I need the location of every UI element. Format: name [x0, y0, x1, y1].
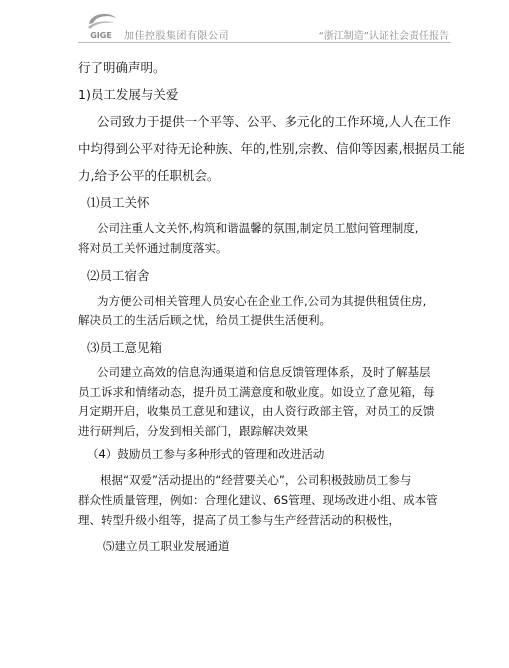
report-title: “浙江制造”认证社会责任报告 — [318, 31, 449, 42]
page-header — [0, 0, 509, 46]
paragraph-line: 群众性质量管理，例如：合理化建议、6S管理、现场改进小组、成本管 — [78, 493, 438, 507]
paragraph-line: 进行研判后，分发到相关部门，跟踪解决效果 — [78, 424, 308, 438]
paragraph-line: 公司建立高效的信息沟通渠道和信息反馈管理体系，及时了解基层 — [97, 365, 431, 379]
paragraph-line: 为方便公司相关管理人员安心在企业工作,公司为其提供租赁住房, — [97, 294, 427, 308]
subsection-heading: ⑴员工关怀 — [87, 195, 150, 210]
subsection-heading: ⑶员工意见箱 — [87, 340, 163, 355]
company-name: 加佳控股集团有限公司 — [124, 31, 229, 42]
paragraph-line: 行了明确声明。 — [78, 60, 166, 75]
paragraph-line: 根据“双爱”活动提出的“经营要关心”，公司积极鼓励员工参与 — [100, 473, 412, 487]
subsection-heading: ⑵员工宿舍 — [87, 268, 150, 283]
subsection-heading: ⑸建立员工职业发展通道 — [103, 539, 230, 553]
paragraph-line: 公司注重人文关怀,构筑和谐温馨的氛围,制定员工慰问管理制度, — [97, 221, 419, 235]
paragraph-line: 月定期开启，收集员工意见和建议，由人资行政部主管，对员工的反馈 — [78, 404, 435, 418]
paragraph-line: 公司致力于提供一个平等、公平、多元化的工作环境,人人在工作 — [97, 114, 451, 129]
company-logo — [83, 10, 119, 40]
paragraph-line: 理、转型升级小组等，提高了员工参与生产经营活动的积极性， — [78, 513, 400, 527]
section-heading: 1)员工发展与关爱 — [78, 87, 179, 102]
paragraph-line: 员工诉求和情绪动态，提升员工满意度和敬业度。如设立了意见箱，每 — [78, 385, 435, 399]
paragraph-line: 力,给予公平的任职机会。 — [78, 168, 220, 183]
header-divider — [78, 42, 451, 43]
logo-wordmark: GIGE — [90, 31, 112, 40]
paragraph-line: 将对员工关怀通过制度落实。 — [78, 241, 228, 255]
paragraph-line: 中均得到公平对待无论种族、年的,性别,宗教、信仰等因素,根据员工能 — [78, 141, 465, 156]
paragraph-line: 解决员工的生活后顾之忧，给员工提供生活便利。 — [78, 313, 331, 327]
subsection-heading: （4）鼓励员工参与多种形式的管理和改进活动 — [87, 447, 325, 461]
